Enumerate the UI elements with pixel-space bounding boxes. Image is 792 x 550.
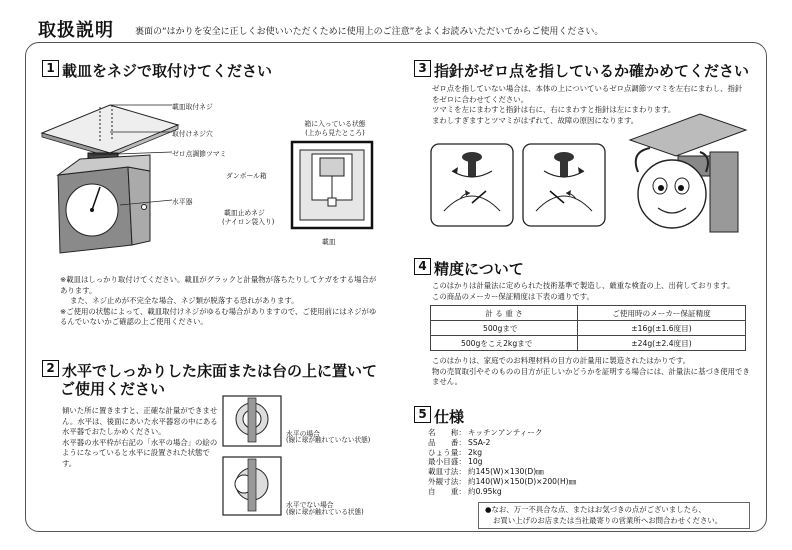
table-row <box>431 321 746 336</box>
level-ok-sub: (線に球が触れていない状態) <box>286 436 371 444</box>
section5-number: 5 <box>414 406 431 423</box>
section4-note <box>432 356 750 388</box>
level-ng-sub: (線に球が触れている状態) <box>286 508 364 516</box>
spec-key: 外観寸法： <box>428 476 466 486</box>
list-item <box>428 487 728 497</box>
section5-title: 仕様 <box>434 408 465 426</box>
accuracy-cell: ±24g(±2.4度目) <box>578 336 746 351</box>
section1-number: 1 <box>42 60 59 77</box>
list-item <box>428 457 728 467</box>
section2-body <box>62 406 222 469</box>
character-illustration <box>620 112 750 237</box>
label-stop-screw: 載皿止めネジ <box>224 209 265 217</box>
section3-heading <box>414 60 749 81</box>
contact-note-2: お買い上げのお店または当社最寄りの営業所へお問合わせください。 <box>493 515 723 525</box>
spec-key: 載皿寸法： <box>428 467 466 477</box>
section3-number: 3 <box>414 60 431 77</box>
list-item <box>428 448 728 458</box>
section1-heading <box>42 60 272 81</box>
spec-value: SSA-2 <box>468 437 491 447</box>
spec-value: 約145(W)×130(D)㎜ <box>468 467 544 477</box>
list-item <box>428 477 728 487</box>
label-stop-screw-sub: (ナイロン袋入り) <box>222 218 275 226</box>
spec-value: 10g <box>468 457 483 467</box>
section4-body <box>432 281 750 302</box>
section1-note-2: また、ネジ止めが不完全な場合、ネジ類が脱落する恐れがあります。 <box>70 296 299 305</box>
accuracy-cell: 500gまで <box>431 321 578 336</box>
box-title: 箱に入っている状態 <box>304 120 366 128</box>
spec-key: 品 番： <box>428 437 466 447</box>
spec-value: キッチンアンティーク <box>468 428 543 437</box>
section3-body-1: ゼロ点を指していない場合は、本体の上についているゼロ点調節ツマミを左右にまわし、指針をゼロに合わせてください。 <box>432 84 743 104</box>
accuracy-cell: 500gをこえ2kgまで <box>431 336 578 351</box>
knob-turn-left-illustration <box>430 143 514 227</box>
section4-note-2: 物の売買取引やそのものの目方が正しいかどうかを証明する場合には、計量法に基づき使用できません。 <box>432 366 750 386</box>
section1-title: 載皿をネジで取付けてください <box>62 62 273 80</box>
spec-list <box>428 428 728 497</box>
spec-value: 2kg <box>468 447 483 457</box>
list-item <box>428 438 728 448</box>
box-illustration <box>290 140 374 232</box>
list-item <box>428 467 728 477</box>
accuracy-col-weight: 計 る 重 さ <box>431 306 578 321</box>
spec-key: 名 称： <box>428 428 466 437</box>
spec-key: 最小目盛： <box>428 457 466 467</box>
accuracy-table-header <box>431 306 746 321</box>
section2-body-2: 水平器の水平枠が右記の「水平の場合」の絵のようになっていると水平に設置された状態です。 <box>62 437 218 468</box>
spec-key: ひょう量： <box>428 447 466 457</box>
section1-notes <box>60 275 378 328</box>
knob-turn-right-illustration <box>522 143 606 227</box>
list-item <box>428 428 728 438</box>
section2-title-line1: 水平でしっかりした床面または台の上に置いて <box>62 362 378 380</box>
contact-note <box>478 502 750 529</box>
section4-heading <box>414 258 524 279</box>
page-title: 取扱説明 <box>38 20 114 41</box>
level-ng-label: 水平でない場合 <box>286 501 334 509</box>
section2-body-1: 傾いた所に置きますと、正確な計量ができません。水平は、後面にあいた水平器窓の中にある水平器でおたしかめください。 <box>62 406 218 436</box>
label-zero-knob: ゼロ点調節ツマミ <box>172 150 227 158</box>
level-ok-illustration <box>222 395 282 447</box>
section1-note-1: ※載皿はしっかり取付けてください。載皿がグラックと計量物が落ちたりしてケガをする場合があります。 <box>60 275 377 295</box>
spec-value: 約140(W)×150(D)×200(H)㎜ <box>468 476 577 486</box>
label-level: 水平器 <box>172 198 193 206</box>
level-ng-illustration <box>222 456 282 516</box>
section2-title-line2: ご使用ください <box>60 380 166 398</box>
section2-number: 2 <box>42 360 59 377</box>
section3-body-2: ツマミを左にまわすと指針は右に、右にまわすと指針は左にまわります。 <box>432 105 676 114</box>
label-screw-hole: 取付けネジ穴 <box>172 130 213 138</box>
table-row <box>431 336 746 351</box>
accuracy-col-precision: ご使用時のメーカー保証精度 <box>578 306 746 321</box>
section5-heading <box>414 406 464 427</box>
section4-number: 4 <box>414 258 431 275</box>
accuracy-table <box>430 305 746 351</box>
box-subtitle: (上から見たところ) <box>305 129 365 137</box>
section3-title: 指針がゼロ点を指しているか確かめてください <box>434 62 750 80</box>
page-subtitle: 裏面の“はかりを安全に正しくお使いいただくために使用上のご注意”をよくお読みいただいてからご使用ください。 <box>135 27 604 37</box>
contact-note-1: ●なお、万一不具合な点、またはお気づきの点がございましたら、 <box>485 505 706 514</box>
accuracy-cell: ±16g(±1.6度目) <box>578 321 746 336</box>
scale-leader-lines <box>110 100 180 210</box>
section4-body-2: この商品のメーカー保証精度は下表の通りです。 <box>432 291 594 301</box>
section4-title: 精度について <box>434 260 524 278</box>
label-plate-screw: 載皿取付ネジ <box>172 103 213 111</box>
section4-note-1: このはかりは、家庭でのお料理材料の目方の計量用に製造されたはかりです。 <box>432 356 691 365</box>
level-ok-label: 水平の場合 <box>286 430 320 438</box>
section1-note-3: ※ご使用の状態によって、載皿取付けネジがゆるむ場合がありますので、ご使用前にはネジがゆるんでいないかご確認の上ご使用ください。 <box>60 306 377 326</box>
label-cardboard: ダンボール箱 <box>226 172 267 180</box>
section4-body-1: このはかりは計量法に定められた技術基準で製造し、厳重な検査の上、出荷しております。 <box>432 281 735 290</box>
label-plate: 載皿 <box>322 238 336 246</box>
spec-value: 約0.95kg <box>468 486 502 496</box>
spec-key: 自 重： <box>428 486 466 496</box>
section3-body-3: まわしすぎますとツマミがはずれて、故障の原因になります。 <box>432 115 639 125</box>
